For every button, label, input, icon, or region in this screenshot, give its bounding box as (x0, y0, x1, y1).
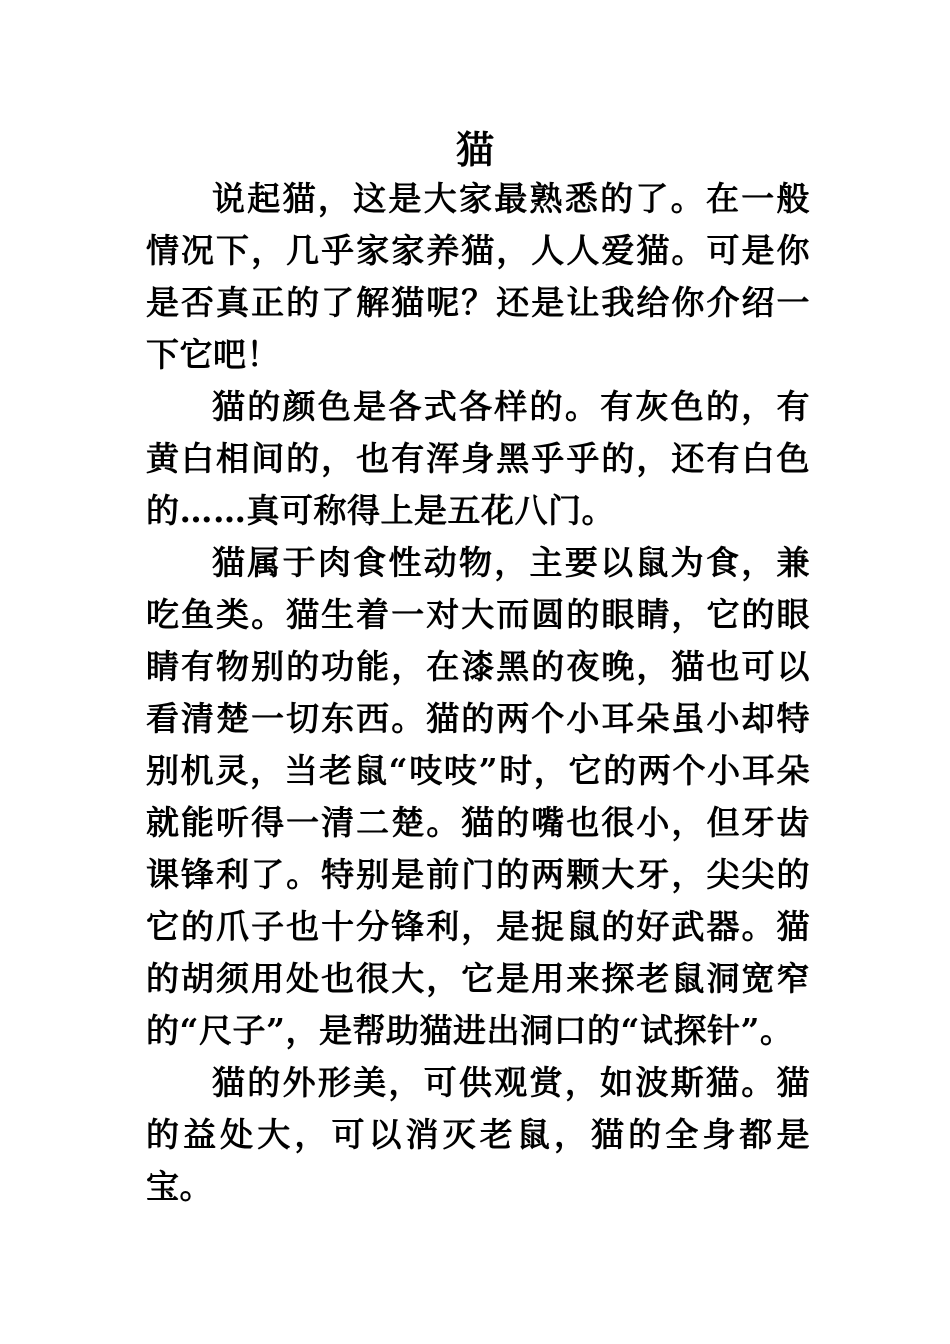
document-body (146, 173, 810, 1213)
paragraph-intro: 说起猫，这是大家最熟悉的了。在一般情况下，几乎家家养猫，人人爱猫。可是你是否真正的了解猫呢？还是让我给你介绍一下它吧！ (146, 179, 810, 374)
paragraph-features: 猫属于肉食性动物，主要以鼠为食，兼吃鱼类。猫生着一对大而圆的眼睛，它的眼睛有物别的功能，在漆黑的夜晚，猫也可以看清楚一切东西。猫的两个小耳朵虽小却特别机灵，当老鼠“吱吱”时，它的两个小耳朵就能听得一清二楚。猫的嘴也很小，但牙齿课锋利了。特别是前门的两颗大牙，尖尖的它的爪子也十分锋利，是捉鼠的好武器。猫的胡须用处也很大，它是用来探老鼠洞宽窄的“尺子”，是帮助猫进出洞口的“试探针”。 (146, 543, 810, 1050)
paragraph-colors: 猫的颜色是各式各样的。有灰色的，有黄白相间的，也有浑身黑乎乎的，还有白色的……真可称得上是五花八门。 (146, 387, 810, 530)
document-title: 猫 (455, 127, 494, 172)
paragraph-benefits: 猫的外形美，可供观赏，如波斯猫。猫的益处大，可以消灭老鼠，猫的全身都是宝。 (146, 1063, 810, 1206)
